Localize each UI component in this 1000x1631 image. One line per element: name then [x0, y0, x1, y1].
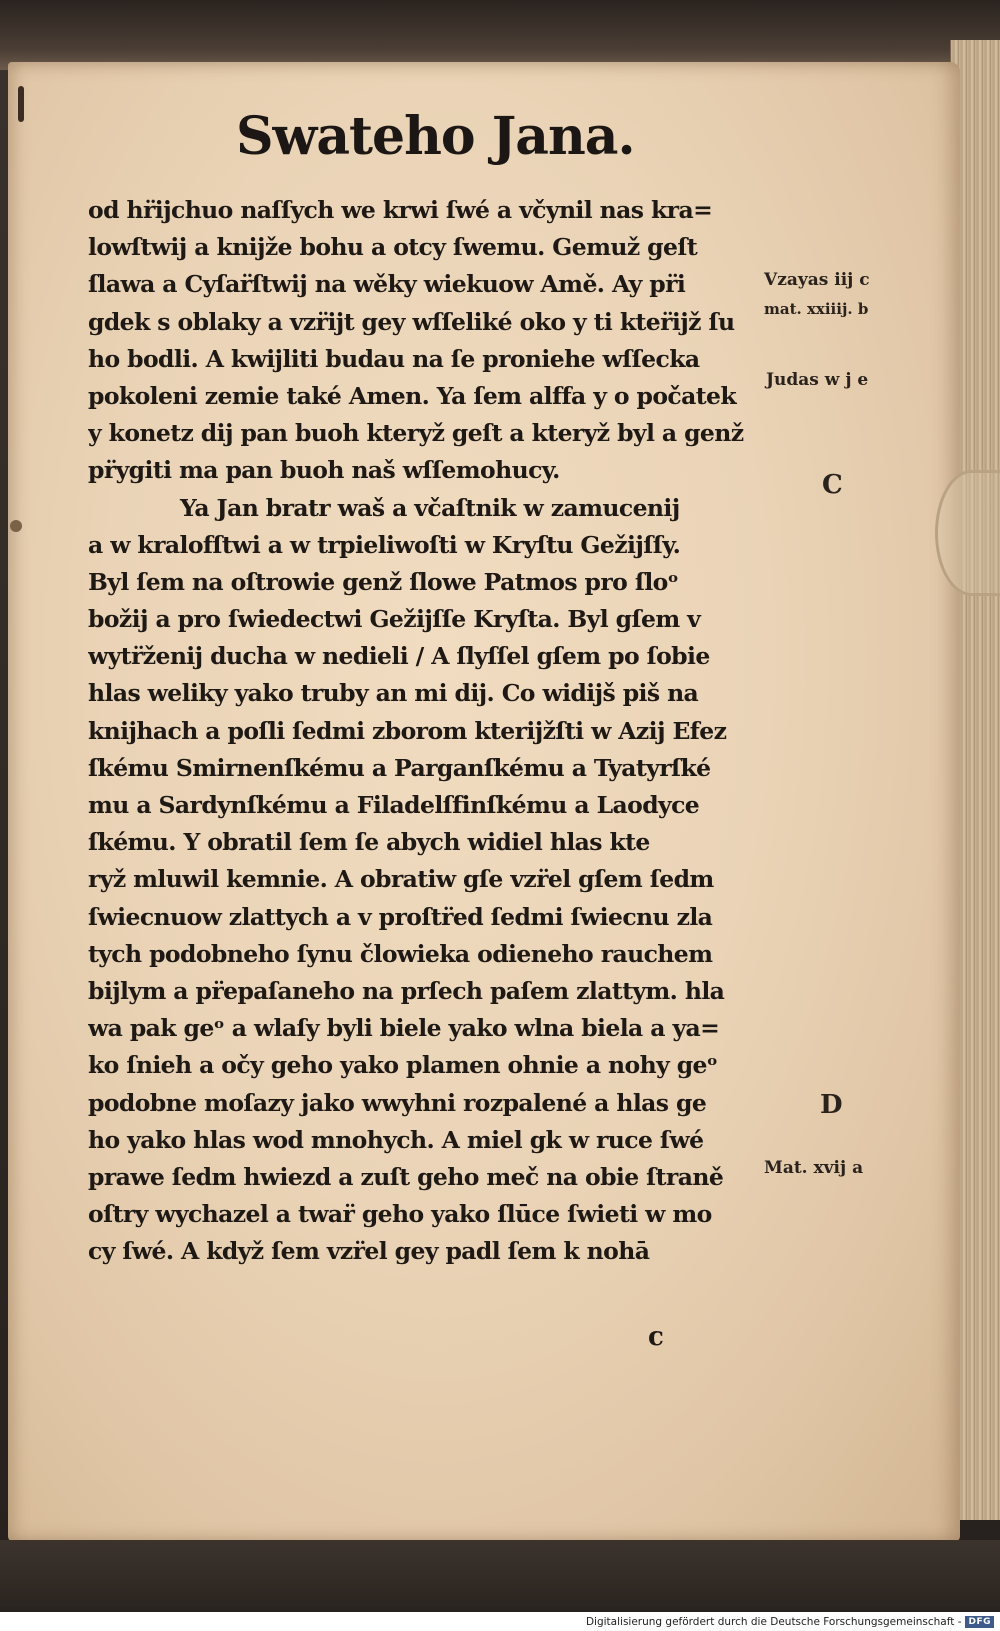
text-line: pokoleni zemie také Amen. Ya ſem alffa y o počatek — [88, 381, 737, 410]
margin-note-3: Judas w j e — [766, 370, 869, 390]
text-line: od hr̈ijchuo naſſych we krwi ſwé a včynil nas kra= — [88, 196, 713, 224]
text-line: hlas weliky yako truby an mi dij. Co widijš piš na — [88, 679, 699, 708]
book-board-top — [0, 0, 1000, 70]
section-letter-c: C — [822, 470, 843, 500]
text-line: a w kralofſtwi a w trpieliwoſti w Kryſtu Gežijſſy. — [88, 530, 681, 559]
text-line: podobne moſazy jako wwyhni rozpalené a hlas ge — [88, 1088, 707, 1117]
footer-bar — [0, 1612, 1000, 1631]
text-line: knijhach a poſli ſedmi zborom kterijžſti w Azij Efez — [88, 716, 727, 745]
text-line: cy ſwé. A když ſem vzr̈el gey padl ſem k nohā — [88, 1237, 650, 1266]
text-line: ho yako hlas wod mnohych. A miel gk w ruce ſwé — [88, 1125, 704, 1154]
text-line: Byl ſem na oſtrowie genž ſlowe Patmos pro ſloᵒ — [88, 567, 679, 596]
text-line: y konetz dij pan buoh kteryž geſt a kteryž byl a genž — [88, 419, 744, 448]
text-line: ho bodli. A kwijliti budau na ſe proniehe wſſecka — [88, 344, 700, 373]
text-line: oſtry wychazel a twar̈ geho yako ſlūce ſwieti w mo — [88, 1200, 712, 1229]
footer-text: Digitalisierung gefördert durch die Deutsche Forschungsgemeinschaft - — [585, 1615, 962, 1628]
text-line: tych podobneho ſynu člowieka odieneho rauchem — [88, 939, 713, 968]
text-line: gdek s oblaky a vzr̈ijt gey wſſeliké oko y ti kter̈ijž ſu — [88, 307, 735, 336]
text-line: božij a pro ſwiedectwi Gežijſſe Kryſta. Byl gſem v — [88, 605, 701, 634]
text-line: ſlawa a Cyſar̈ſtwij na wěky wiekuow Amě. Ay pr̈i — [88, 270, 686, 299]
dfg-logo: DFG — [965, 1616, 994, 1628]
text-line: wytr̈ženij ducha w nedieli / A ſlyſſel gſem po ſobie — [88, 642, 710, 671]
text-line: ſwiecnuow zlattych a v proſtr̈ed ſedmi ſwiecnu zla — [88, 902, 713, 931]
text-line: bijlym a pr̈epaſaneho na prſech paſem zlattym. hla — [88, 976, 725, 1005]
running-head: Swateho Jana. — [236, 106, 635, 167]
signature-mark: c — [648, 1322, 664, 1352]
text-line: ryž mluwil kemnie. A obratiw gſe vzr̈el gſem ſedm — [88, 865, 714, 894]
book-clasp — [935, 470, 1000, 596]
margin-note-6: Mat. xvij a — [764, 1158, 864, 1178]
text-line: mu a Sardynſkému a Filadelſfinſkému a Laodyce — [88, 791, 700, 819]
body-text — [88, 192, 758, 1270]
text-line: lowſtwij a knijže bohu a otcy ſwemu. Gemuž geſt — [88, 233, 698, 262]
text-line: ſkému. Y obratil ſem ſe abych widiel hlas kte — [88, 828, 650, 857]
page-hole — [10, 520, 22, 532]
section-letter-d: D — [820, 1090, 843, 1120]
text-line: Ya Jan bratr waš a včaſtnik w zamucenij — [180, 493, 680, 522]
text-line: prawe ſedm hwiezd a zuſt geho meč na obie ſtraně — [88, 1162, 724, 1191]
text-line: ſkému Smirnenſkému a Parganſkému a Tyatyrſké — [88, 753, 711, 782]
text-line: ko ſnieh a očy geho yako plamen ohnie a nohy geᵒ — [88, 1051, 718, 1080]
text-line: pr̈ygiti ma pan buoh naš wſſemohucy. — [88, 456, 560, 485]
margin-note-1: Vzayas iij c — [764, 270, 870, 290]
text-line: wa pak geᵒ a wlaſy byli biele yako wlna biela a ya= — [88, 1014, 720, 1043]
page-marker — [18, 86, 24, 122]
margin-note-2: mat. xxiiij. b — [764, 300, 869, 318]
scan-bottom-band — [0, 1540, 1000, 1610]
